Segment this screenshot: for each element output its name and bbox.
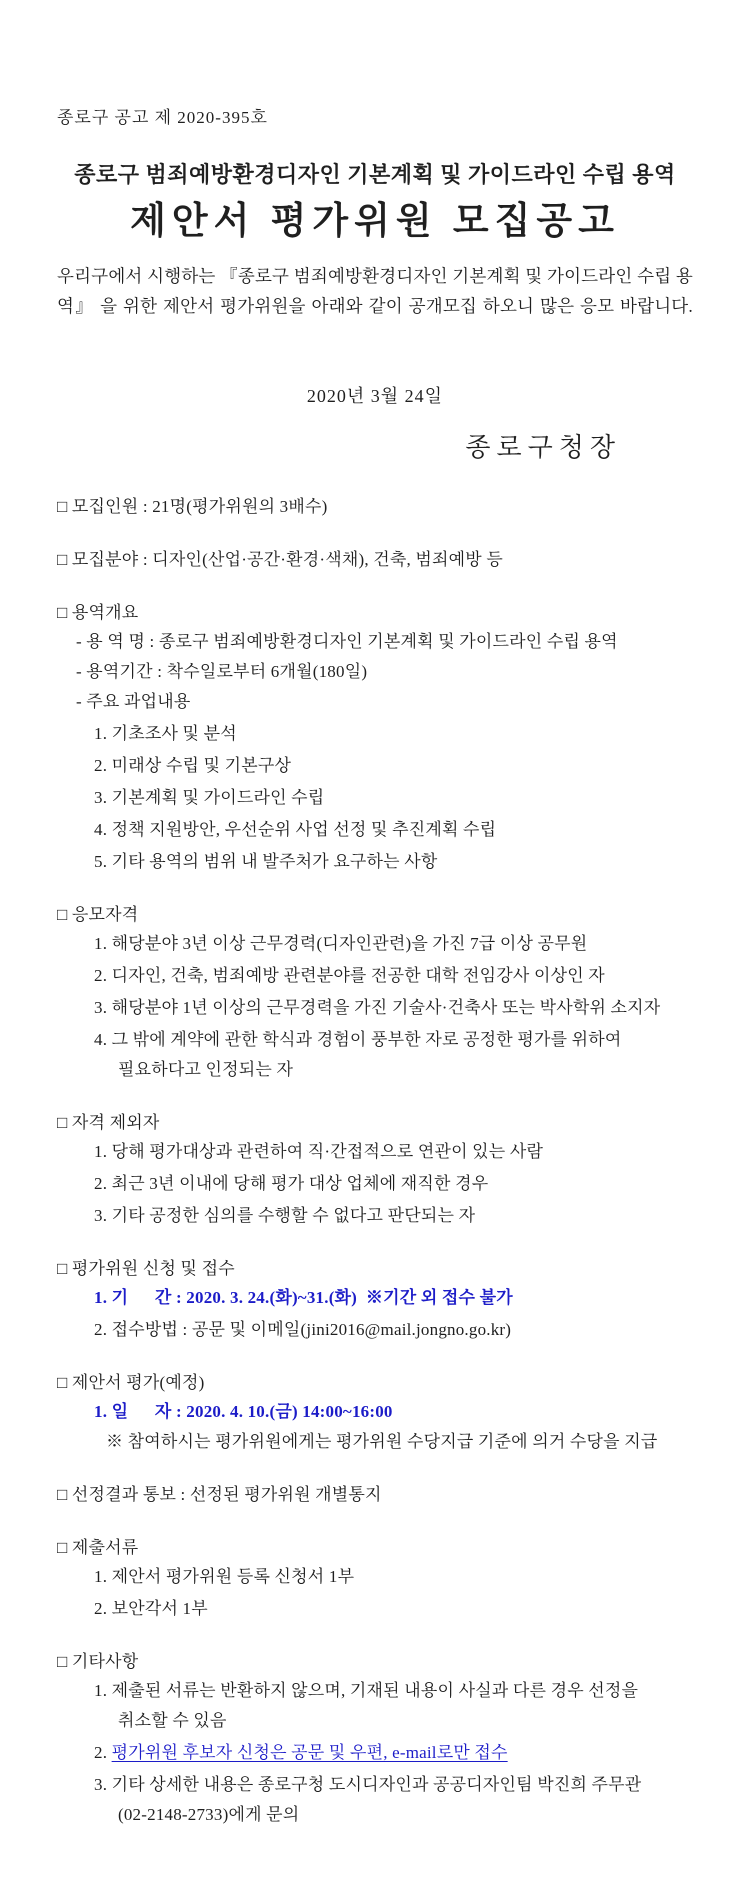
doc-line: ※ 참여하시는 평가위원에게는 평가위원 수당지급 기준에 의거 수당을 지급 [106, 1432, 658, 1451]
document-title: 제안서 평가위원 모집공고 [130, 201, 620, 242]
doc-line: □ 제출서류 [57, 1538, 139, 1557]
doc-line: 2. 최근 3년 이내에 당해 평가 대상 업체에 재직한 경우 [94, 1174, 489, 1193]
doc-line: □ 기타사항 [57, 1652, 139, 1671]
doc-line: 3. 기타 상세한 내용은 종로구청 도시디자인과 공공디자인팀 박진희 주무관 [94, 1775, 642, 1794]
doc-line: 2. 디자인, 건축, 범죄예방 관련분야를 전공한 대학 전임강사 이상인 자 [94, 966, 605, 985]
doc-line: - 용역기간 : 착수일로부터 6개월(180일) [76, 662, 368, 681]
doc-line: 1. 기초조사 및 분석 [94, 724, 237, 743]
doc-line: 2. 미래상 수립 및 기본구상 [94, 756, 292, 775]
doc-line: □ 용역개요 [57, 603, 139, 622]
doc-line: (02-2148-2733)에게 문의 [118, 1805, 300, 1824]
doc-line: □ 선정결과 통보 : 선정된 평가위원 개별통지 [57, 1485, 382, 1504]
doc-line: 3. 기타 공정한 심의를 수행할 수 없다고 판단되는 자 [94, 1206, 476, 1225]
doc-line: 2. 접수방법 : 공문 및 이메일(jini2016@mail.jongno.go.kr) [94, 1320, 512, 1339]
doc-line: 필요하다고 인정되는 자 [118, 1060, 294, 1079]
doc-line: □ 자격 제외자 [57, 1113, 160, 1132]
document-subtitle: 종로구 범죄예방환경디자인 기본계획 및 가이드라인 수립 용역 [74, 162, 676, 187]
doc-line: □ 모집인원 : 21명(평가위원의 3배수) [57, 497, 328, 516]
doc-line: 2. 평가위원 후보자 신청은 공문 및 우편, e-mail로만 접수 [94, 1743, 508, 1762]
doc-line: 1. 제출된 서류는 반환하지 않으며, 기재된 내용이 사실과 다른 경우 선정을 [94, 1681, 639, 1700]
intro-paragraph: 우리구에서 시행하는 『종로구 범죄예방환경디자인 기본계획 및 가이드라인 수립 용역』 을 위한 제안서 평가위원을 아래와 같이 공개모집 하오니 많은 응모 바랍니다. [57, 266, 693, 316]
doc-line: 1. 당해 평가대상과 관련하여 직·간접적으로 연관이 있는 사람 [94, 1142, 544, 1161]
doc-line: □ 평가위원 신청 및 접수 [57, 1259, 235, 1278]
doc-line: 5. 기타 용역의 범위 내 발주처가 요구하는 사항 [94, 852, 438, 871]
doc-line: □ 응모자격 [57, 905, 139, 924]
notice-number: 종로구 공고 제 2020-395호 [57, 108, 268, 127]
doc-line: 취소할 수 있음 [118, 1711, 227, 1730]
signature-district-mayor: 종로구청장 [465, 433, 621, 462]
body-sections [57, 497, 693, 1825]
doc-line: □ 제안서 평가(예정) [57, 1373, 205, 1392]
doc-line: 1. 제안서 평가위원 등록 신청서 1부 [94, 1567, 355, 1586]
doc-line: 1. 해당분야 3년 이상 근무경력(디자인관련)을 가진 7급 이상 공무원 [94, 934, 588, 953]
doc-line: □ 모집분야 : 디자인(산업·공간·환경·색채), 건축, 범죄예방 등 [57, 550, 503, 569]
doc-line: 1. 일 자 : 2020. 4. 10.(금) 14:00~16:00 [94, 1402, 393, 1421]
doc-line: 2. 보안각서 1부 [94, 1599, 208, 1618]
doc-line: 4. 그 밖에 계약에 관한 학식과 경험이 풍부한 자로 공정한 평가를 위하여 [94, 1030, 622, 1049]
doc-line: - 용 역 명 : 종로구 범죄예방환경디자인 기본계획 및 가이드라인 수립 용역 [76, 632, 618, 651]
announcement-date: 2020년 3월 24일 [306, 386, 444, 406]
doc-line: 4. 정책 지원방안, 우선순위 사업 선정 및 추진계획 수립 [94, 820, 497, 839]
doc-line: - 주요 과업내용 [76, 692, 191, 711]
doc-line: 3. 해당분야 1년 이상의 근무경력을 가진 기술사·건축사 또는 박사학위 소지자 [94, 998, 661, 1017]
doc-line: 1. 기 간 : 2020. 3. 24.(화)~31.(화) ※기간 외 접수 불가 [94, 1288, 513, 1307]
doc-line: 3. 기본계획 및 가이드라인 수립 [94, 788, 325, 807]
